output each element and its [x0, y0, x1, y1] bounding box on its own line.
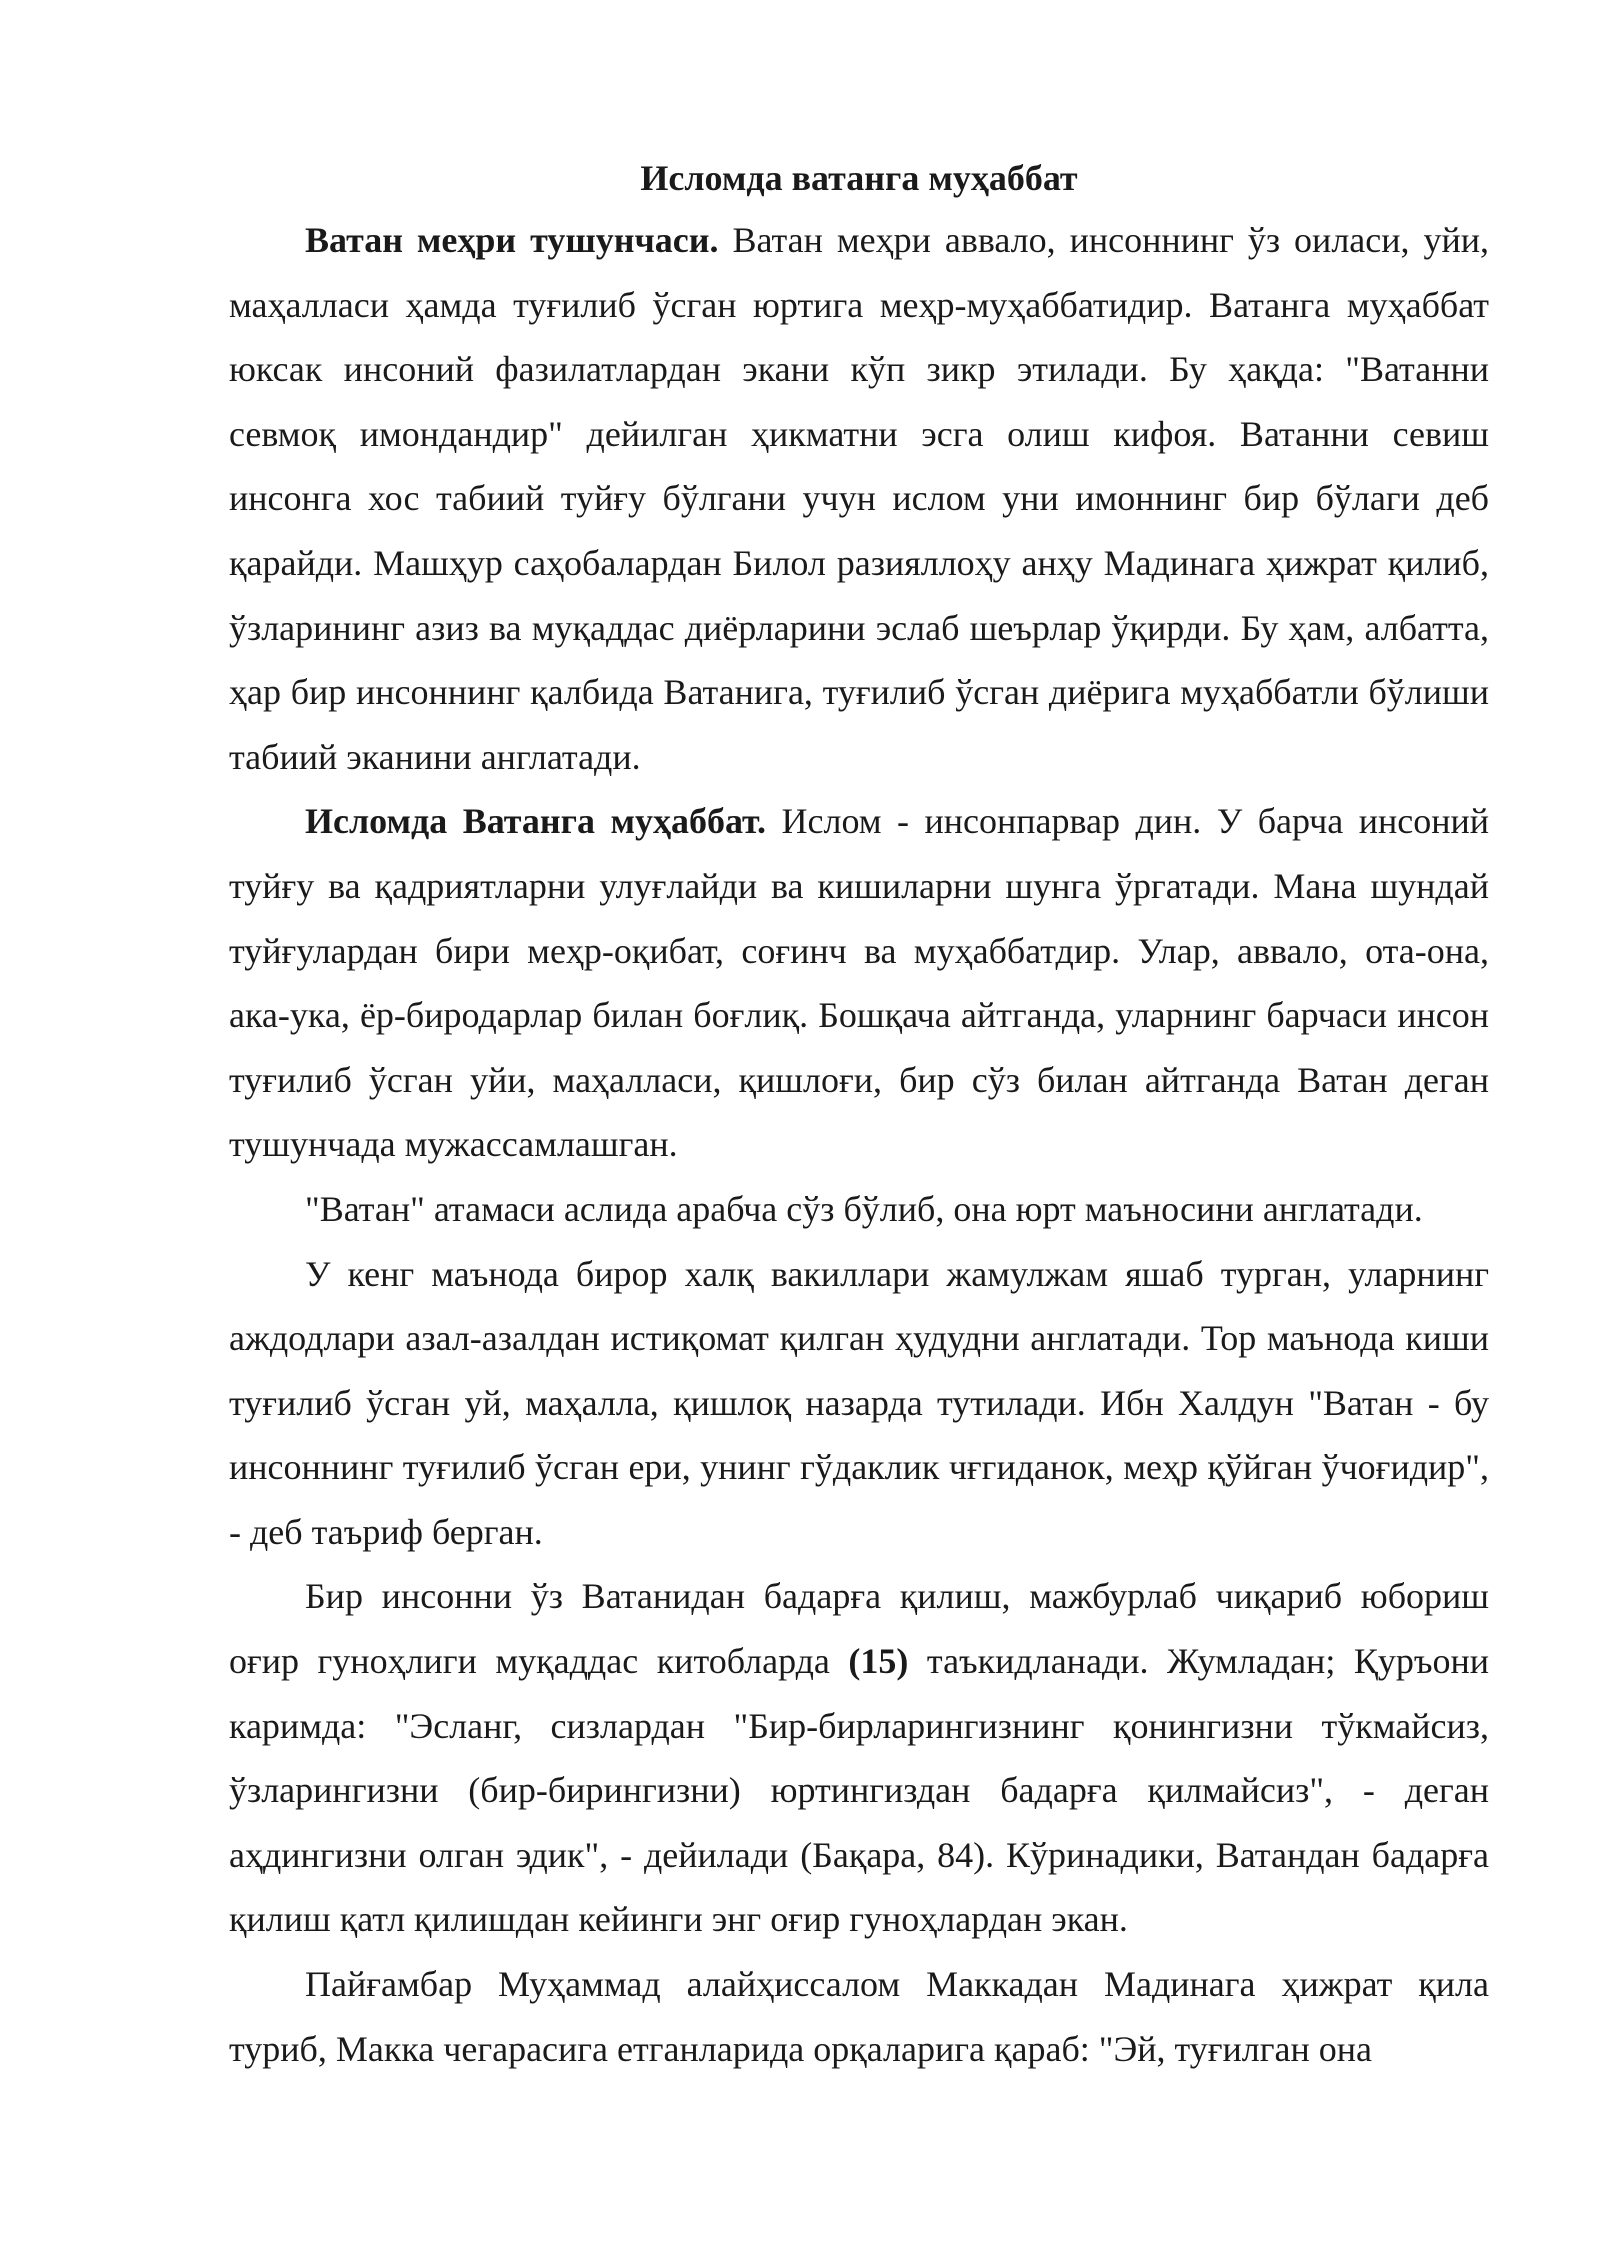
document-title: Исломда ватанга муҳаббат [640, 158, 1078, 198]
paragraph-keng-manoda [229, 1242, 1489, 1565]
paragraph-vatan-mehri [229, 208, 1489, 789]
paragraph-text: Ватан меҳри аввало, инсоннинг ўз оиласи, уйи, маҳалласи ҳамда туғилиб ўсган юртига меҳр-муҳаббатидир. Ватанга муҳаббат юксак инсоний фазилатлардан экани кўп зикр этилади. Бу ҳақда: "Ватанни севмоқ имондандир" дейилган ҳикматни эсга олиш кифоя. Ватанни севиш инсонга хос табиий туйғу бўлгани учун ислом уни имоннинг бир бўлаги деб қарайди. Машҳур саҳобалардан Билол разияллоҳу анҳу Мадинага ҳижрат қилиб, ўзларининг азиз ва муқаддас диёрларини эслаб шеърлар ўқирди. Бу ҳам, албатта, ҳар бир инсоннинг қалбида Ватанига, туғилиб ўсган диёрига муҳаббатли бўлиши табиий эканини англатади. [229, 220, 1489, 777]
reference-marker: (15) [848, 1641, 909, 1682]
paragraph-text: Пайғамбар Муҳаммад алайҳиссалом Маккадан Мадинага ҳижрат қила туриб, Макка чегарасига етганларида орқаларига қараб: "Эй, туғилган она [229, 1964, 1489, 2069]
paragraph-paygambar [229, 1952, 1489, 2081]
paragraph-text: Ислом - инсонпарвар дин. У барча инсоний туйғу ва қадриятларни улуғлайди ва кишиларни шунга ўргатади. Мана шундай туйғулардан бири меҳр-оқибат, соғинч ва муҳаббатдир. Улар, аввало, ота-она, ака-ука, ёр-биродарлар билан боғлиқ. Бошқача айтганда, уларнинг барчаси инсон туғилиб ўсган уйи, маҳалласи, қишлоғи, бир сўз билан айтганда Ватан деган тушунчада мужассамлашган. [229, 801, 1489, 1165]
paragraph-text: "Ватан" атамаси аслида арабча сўз бўлиб, она юрт маъносини англатади. [305, 1188, 1423, 1229]
paragraph-heading: Исломда Ватанга муҳаббат. [305, 801, 767, 842]
paragraph-text: Бир инсонни ўз Ватанидан бадарға қилиш, мажбурлаб чиқариб юбориш оғир гуноҳлиги муқаддас китобларда [229, 1576, 1489, 1682]
paragraph-text: У кенг маънода бирор халқ вакиллари жамулжам яшаб турган, уларнинг аждодлари азал-азалдан истиқомат қилган ҳудудни англатади. Тор маънода киши туғилиб ўсган уй, маҳалла, қишлоқ назарда тутилади. Ибн Халдун "Ватан - бу инсоннинг туғилиб ўсган ери, унинг гўдаклик чғгиданок, меҳр қўйган ўчоғидир", - деб таъриф берган. [229, 1253, 1489, 1552]
document-body [229, 148, 1489, 2081]
paragraph-text: таъкидланади. Жумладан; Қуръони каримда: "Эсланг, сизлардан "Бир-бирларингизнинг қонингизни тўкмайсиз, ўзларингизни (бир-бирингизни) юртингиздан бадарға қилмайсиз", - деган аҳдингизни олган эдик", - дейилади (Бақара, 84). Кўринадики, Ватандан бадарға қилиш қатл қилишдан кейинги энг оғир гуноҳлардан экан. [229, 1641, 1489, 1940]
paragraph-heading: Ватан меҳри тушунчаси. [305, 220, 719, 260]
paragraph-badarga [229, 1564, 1489, 1952]
paragraph-vatan-atamasi [229, 1177, 1489, 1242]
paragraph-islomda-vatanga [229, 789, 1489, 1177]
